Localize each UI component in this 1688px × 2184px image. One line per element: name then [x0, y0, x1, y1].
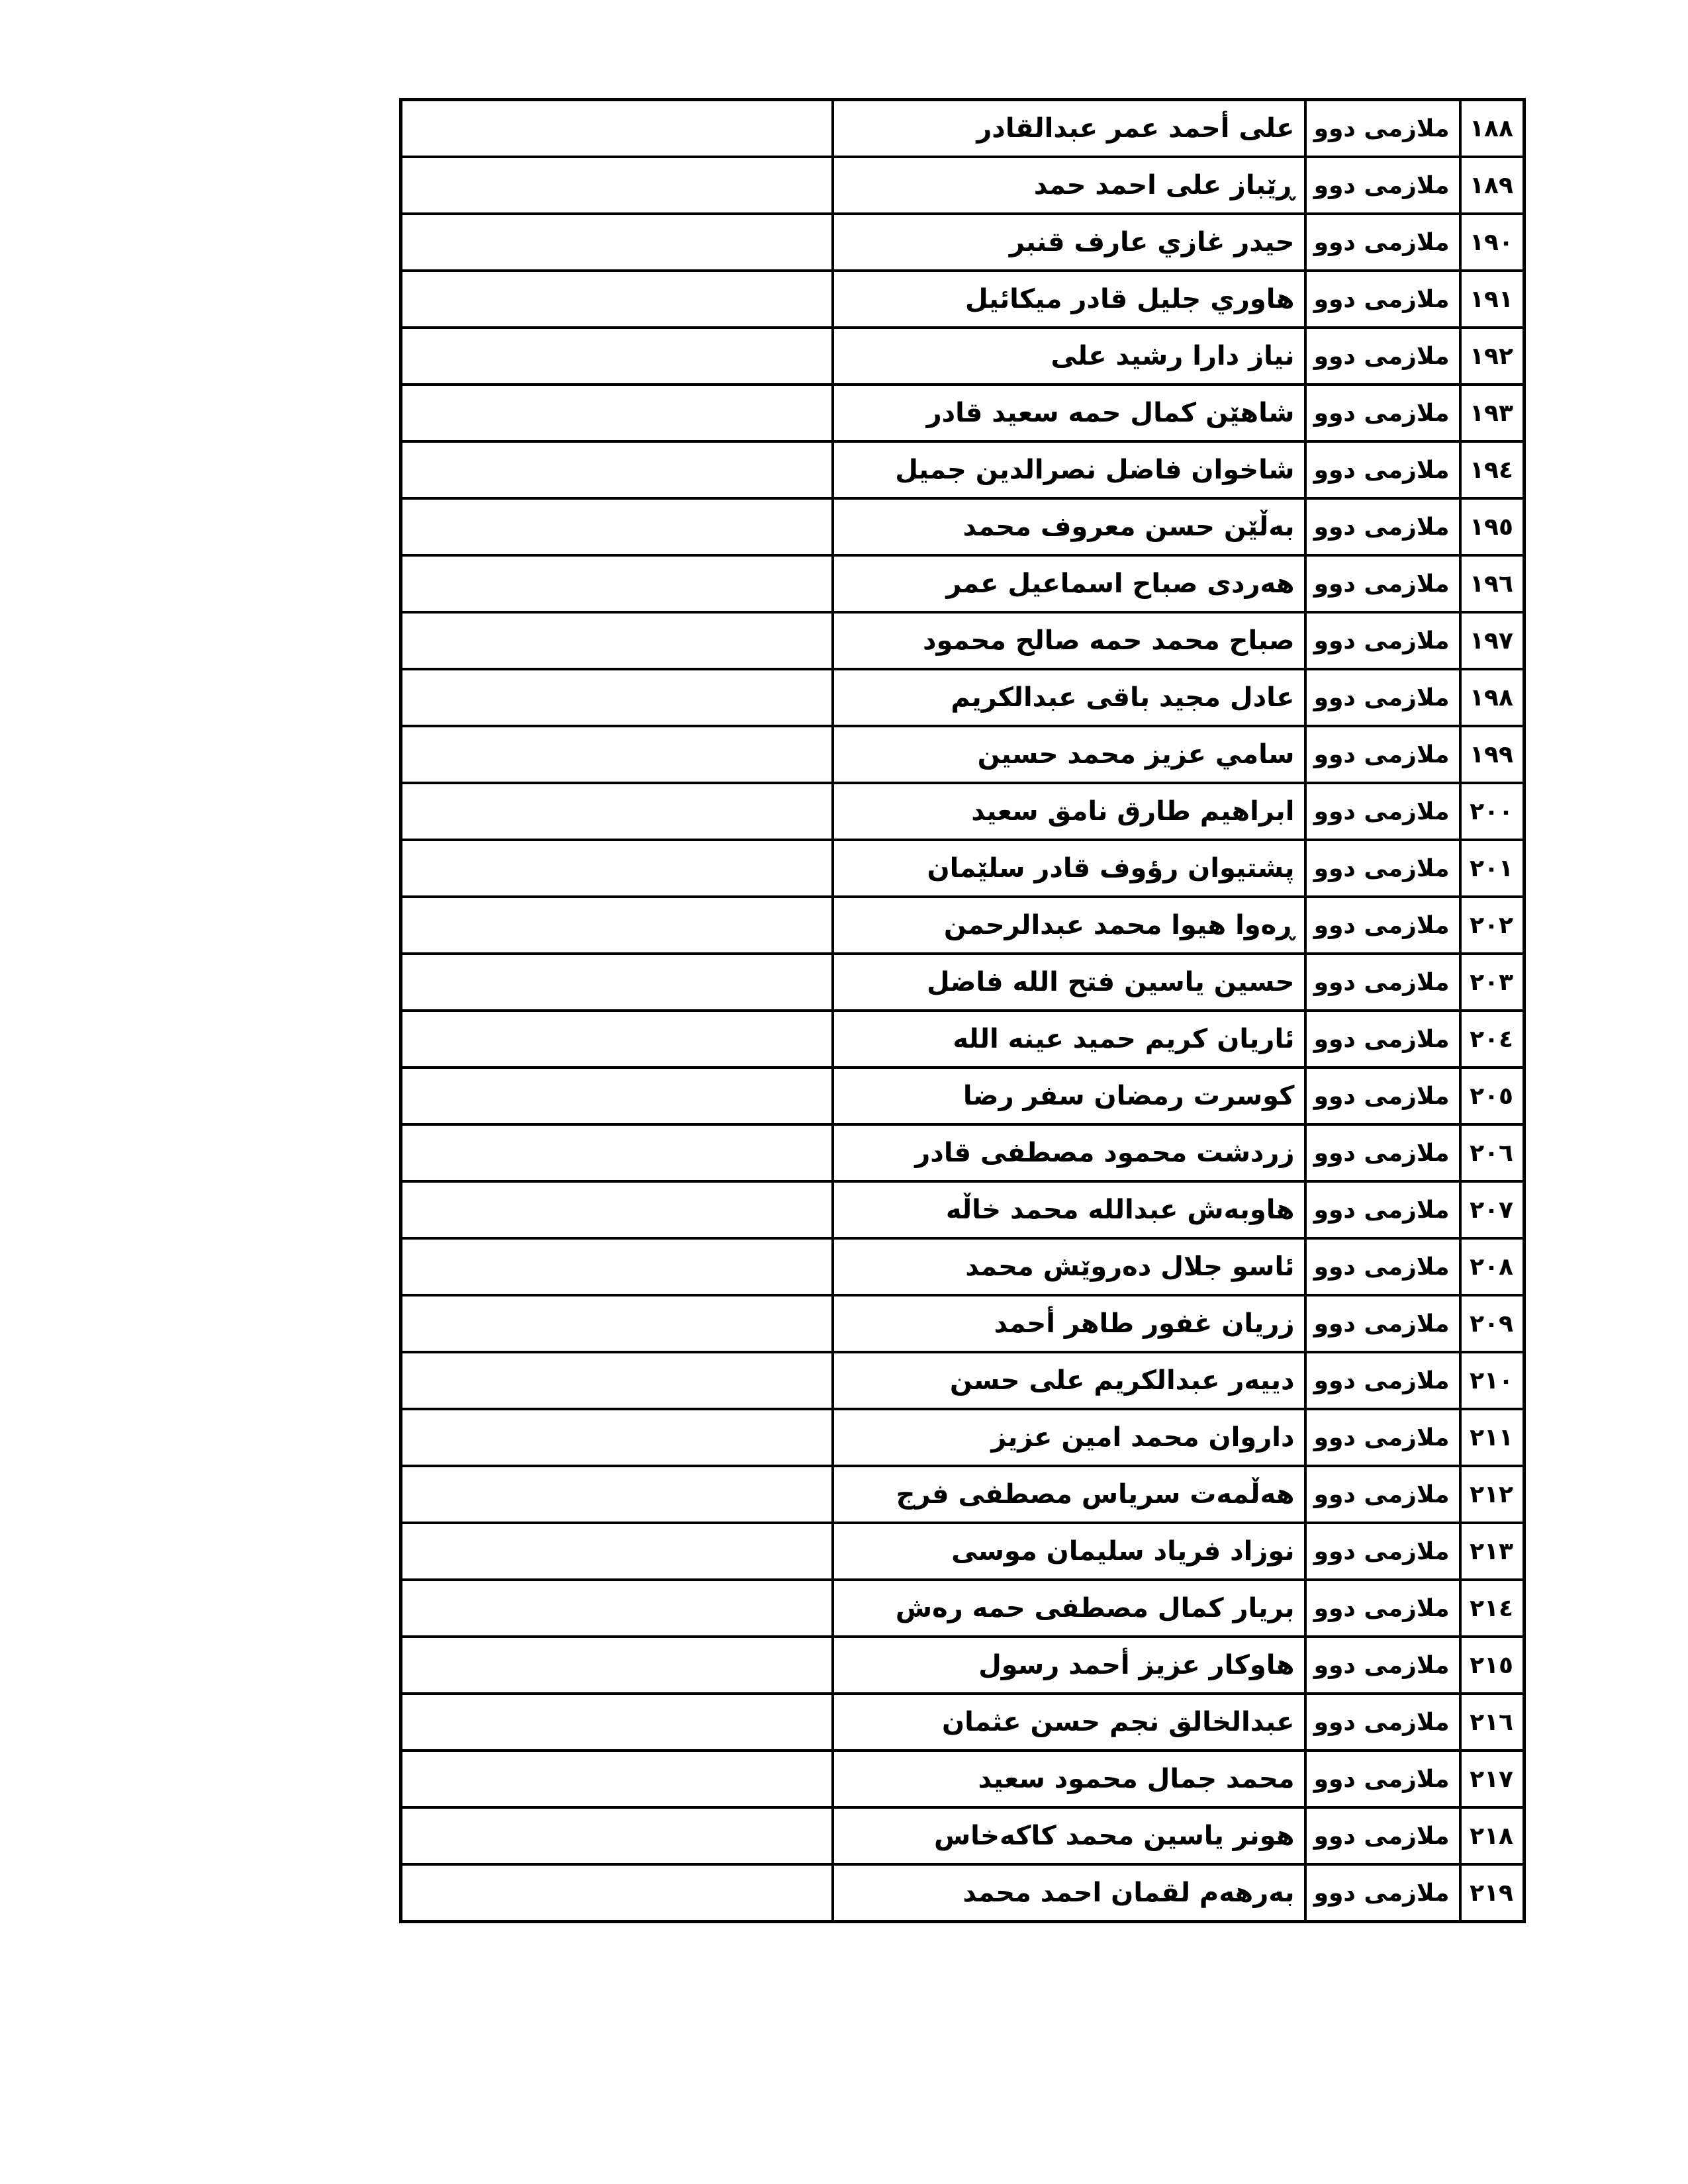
row-number: ١٩٢ [1460, 328, 1524, 385]
empty-cell [401, 498, 833, 555]
row-name: ابراهيم طارق نامق سعيد [833, 783, 1305, 840]
empty-cell [401, 726, 833, 783]
empty-cell [401, 1637, 833, 1694]
table-row [401, 1295, 1524, 1352]
row-number: ٢١٤ [1460, 1580, 1524, 1637]
table-row [401, 328, 1524, 385]
row-number: ٢٠٨ [1460, 1238, 1524, 1295]
empty-cell [401, 1238, 833, 1295]
row-name: سامي عزيز محمد حسين [833, 726, 1305, 783]
table-row [401, 1694, 1524, 1751]
row-name: شاهێن كمال حمه سعيد قادر [833, 385, 1305, 441]
row-number: ٢٠٥ [1460, 1068, 1524, 1124]
row-rank: ملازمى دوو [1305, 1580, 1460, 1637]
row-rank: ملازمى دوو [1305, 840, 1460, 897]
empty-cell [401, 1580, 833, 1637]
row-number: ٢١٣ [1460, 1523, 1524, 1580]
row-rank: ملازمى دوو [1305, 1238, 1460, 1295]
table-row [401, 1011, 1524, 1068]
row-rank: ملازمى دوو [1305, 1352, 1460, 1409]
row-name: حسين ياسين فتح الله فاضل [833, 954, 1305, 1011]
table-row [401, 385, 1524, 441]
row-rank: ملازمى دوو [1305, 954, 1460, 1011]
row-rank: ملازمى دوو [1305, 498, 1460, 555]
row-name: هاوبەش عبدالله محمد خاڵە [833, 1181, 1305, 1238]
row-name: عبدالخالق نجم حسن عثمان [833, 1694, 1305, 1751]
row-number: ٢١٢ [1460, 1466, 1524, 1523]
row-name: هاوكار عزيز أحمد رسول [833, 1637, 1305, 1694]
row-number: ٢٠٩ [1460, 1295, 1524, 1352]
empty-cell [401, 157, 833, 214]
table-row [401, 1751, 1524, 1807]
row-rank: ملازمى دوو [1305, 1523, 1460, 1580]
row-rank: ملازمى دوو [1305, 1409, 1460, 1466]
empty-cell [401, 1864, 833, 1922]
table-row [401, 1466, 1524, 1523]
row-number: ٢١٧ [1460, 1751, 1524, 1807]
row-number: ١٩٤ [1460, 441, 1524, 498]
empty-cell [401, 669, 833, 726]
table-row [401, 214, 1524, 271]
table-row [401, 100, 1524, 158]
empty-cell [401, 441, 833, 498]
row-name: عادل مجيد باقى عبدالكريم [833, 669, 1305, 726]
empty-cell [401, 897, 833, 954]
empty-cell [401, 1694, 833, 1751]
table-row [401, 783, 1524, 840]
row-name: كوسرت رمضان سفر رضا [833, 1068, 1305, 1124]
row-number: ١٩٥ [1460, 498, 1524, 555]
empty-cell [401, 1124, 833, 1181]
row-rank: ملازمى دوو [1305, 726, 1460, 783]
row-name: ڕێباز على احمد حمد [833, 157, 1305, 214]
row-name: پشتيوان رؤوف قادر سلێمان [833, 840, 1305, 897]
officers-roster-table [399, 98, 1526, 1923]
row-rank: ملازمى دوو [1305, 1124, 1460, 1181]
row-number: ٢١٩ [1460, 1864, 1524, 1922]
row-rank: ملازمى دوو [1305, 612, 1460, 669]
row-number: ١٩٣ [1460, 385, 1524, 441]
empty-cell [401, 1523, 833, 1580]
row-rank: ملازمى دوو [1305, 100, 1460, 158]
row-number: ٢١٥ [1460, 1637, 1524, 1694]
row-rank: ملازمى دوو [1305, 1295, 1460, 1352]
row-name: هەڵمەت سرياس مصطفى فرج [833, 1466, 1305, 1523]
row-rank: ملازمى دوو [1305, 1466, 1460, 1523]
row-number: ٢٠٠ [1460, 783, 1524, 840]
row-number: ٢٠٤ [1460, 1011, 1524, 1068]
empty-cell [401, 954, 833, 1011]
table-row [401, 612, 1524, 669]
row-rank: ملازمى دوو [1305, 1694, 1460, 1751]
row-name: على أحمد عمر عبدالقادر [833, 100, 1305, 158]
row-number: ١٩٧ [1460, 612, 1524, 669]
empty-cell [401, 1751, 833, 1807]
row-rank: ملازمى دوو [1305, 1864, 1460, 1922]
row-number: ١٩١ [1460, 271, 1524, 328]
table-row [401, 555, 1524, 612]
table-row [401, 726, 1524, 783]
row-name: شاخوان فاضل نصرالدين جميل [833, 441, 1305, 498]
row-number: ١٨٩ [1460, 157, 1524, 214]
row-rank: ملازمى دوو [1305, 1181, 1460, 1238]
row-number: ٢١١ [1460, 1409, 1524, 1466]
row-rank: ملازمى دوو [1305, 897, 1460, 954]
row-rank: ملازمى دوو [1305, 783, 1460, 840]
table-row [401, 1580, 1524, 1637]
row-name: حيدر غازي عارف قنبر [833, 214, 1305, 271]
row-rank: ملازمى دوو [1305, 555, 1460, 612]
row-rank: ملازمى دوو [1305, 1068, 1460, 1124]
table-row [401, 1637, 1524, 1694]
row-name: زردشت محمود مصطفى قادر [833, 1124, 1305, 1181]
row-rank: ملازمى دوو [1305, 441, 1460, 498]
table-row [401, 1409, 1524, 1466]
roster-body [401, 100, 1524, 1922]
row-name: هونر ياسين محمد كاكەخاس [833, 1807, 1305, 1864]
table-row [401, 441, 1524, 498]
row-number: ٢٠٧ [1460, 1181, 1524, 1238]
table-row [401, 1807, 1524, 1864]
row-number: ٢١٦ [1460, 1694, 1524, 1751]
table-row [401, 1864, 1524, 1922]
empty-cell [401, 1807, 833, 1864]
row-rank: ملازمى دوو [1305, 1807, 1460, 1864]
empty-cell [401, 840, 833, 897]
empty-cell [401, 1466, 833, 1523]
row-name: ئاسو جلال دەروێش محمد [833, 1238, 1305, 1295]
row-name: صباح محمد حمه صالح محمود [833, 612, 1305, 669]
row-name: بەڵێن حسن معروف محمد [833, 498, 1305, 555]
row-name: محمد جمال محمود سعيد [833, 1751, 1305, 1807]
row-number: ٢٠٢ [1460, 897, 1524, 954]
row-name: دييەر عبدالكريم على حسن [833, 1352, 1305, 1409]
row-number: ١٩٨ [1460, 669, 1524, 726]
table-row [401, 1238, 1524, 1295]
row-number: ١٩٠ [1460, 214, 1524, 271]
table-row [401, 157, 1524, 214]
row-number: ٢١٠ [1460, 1352, 1524, 1409]
table-row [401, 840, 1524, 897]
row-rank: ملازمى دوو [1305, 1637, 1460, 1694]
empty-cell [401, 783, 833, 840]
row-name: بەرهەم لقمان احمد محمد [833, 1864, 1305, 1922]
empty-cell [401, 1011, 833, 1068]
row-name: ئاريان كريم حميد عينه الله [833, 1011, 1305, 1068]
row-name: هەردى صباح اسماعيل عمر [833, 555, 1305, 612]
empty-cell [401, 1409, 833, 1466]
row-number: ٢٠٣ [1460, 954, 1524, 1011]
row-number: ٢٠٦ [1460, 1124, 1524, 1181]
row-number: ١٨٨ [1460, 100, 1524, 158]
table-row [401, 1124, 1524, 1181]
row-name: نوزاد فرياد سليمان موسى [833, 1523, 1305, 1580]
table-row [401, 271, 1524, 328]
table-row [401, 1181, 1524, 1238]
empty-cell [401, 1352, 833, 1409]
table-row [401, 1352, 1524, 1409]
empty-cell [401, 214, 833, 271]
empty-cell [401, 1181, 833, 1238]
empty-cell [401, 555, 833, 612]
row-number: ١٩٦ [1460, 555, 1524, 612]
row-rank: ملازمى دوو [1305, 669, 1460, 726]
table-row [401, 1068, 1524, 1124]
empty-cell [401, 385, 833, 441]
row-name: نياز دارا رشيد على [833, 328, 1305, 385]
row-rank: ملازمى دوو [1305, 157, 1460, 214]
table-row [401, 498, 1524, 555]
row-name: زريان غفور طاهر أحمد [833, 1295, 1305, 1352]
empty-cell [401, 1295, 833, 1352]
row-number: ٢٠١ [1460, 840, 1524, 897]
row-name: ڕەوا هيوا محمد عبدالرحمن [833, 897, 1305, 954]
row-rank: ملازمى دوو [1305, 385, 1460, 441]
empty-cell [401, 271, 833, 328]
row-rank: ملازمى دوو [1305, 271, 1460, 328]
row-number: ١٩٩ [1460, 726, 1524, 783]
empty-cell [401, 612, 833, 669]
table-row [401, 954, 1524, 1011]
row-rank: ملازمى دوو [1305, 214, 1460, 271]
table-row [401, 897, 1524, 954]
empty-cell [401, 1068, 833, 1124]
row-rank: ملازمى دوو [1305, 328, 1460, 385]
table-row [401, 1523, 1524, 1580]
row-name: بريار كمال مصطفى حمه رەش [833, 1580, 1305, 1637]
row-rank: ملازمى دوو [1305, 1011, 1460, 1068]
row-number: ٢١٨ [1460, 1807, 1524, 1864]
table-row [401, 669, 1524, 726]
row-name: داروان محمد امين عزيز [833, 1409, 1305, 1466]
empty-cell [401, 100, 833, 158]
row-rank: ملازمى دوو [1305, 1751, 1460, 1807]
empty-cell [401, 328, 833, 385]
row-name: هاوري جليل قادر ميكائيل [833, 271, 1305, 328]
